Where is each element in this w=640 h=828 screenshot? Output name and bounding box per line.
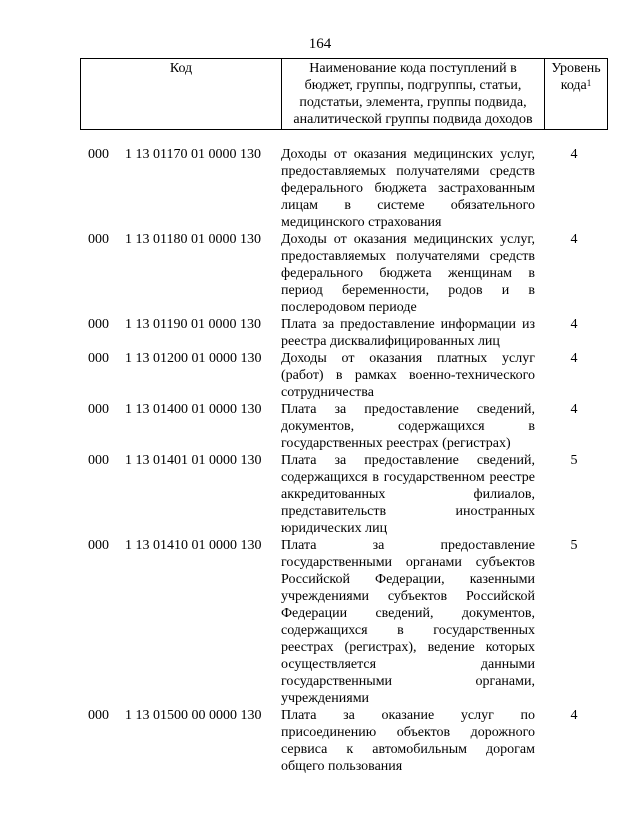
header-level [545, 59, 608, 130]
table-row [0, 452, 640, 537]
table-header [80, 58, 608, 130]
row-code: 1 13 01180 01 0000 130 [125, 232, 261, 247]
row-level: 4 [570, 402, 578, 417]
row-admin-code: 000 [88, 402, 109, 417]
header-code [81, 59, 282, 130]
header-name-label: Наименование кода поступлений в бюджет, группы, подгруппы, статьи, подстатьи, элемента, группы подвида, аналитической группы подвида доходов [293, 61, 533, 127]
row-admin-code: 000 [88, 453, 109, 468]
header-level-footnote: 1 [586, 78, 592, 88]
table-row [0, 401, 640, 452]
header-level-label: Уровень кода [551, 61, 601, 93]
header-name [282, 59, 545, 130]
row-level: 4 [570, 147, 578, 162]
row-code: 1 13 01200 01 0000 130 [125, 351, 262, 366]
row-admin-code: 000 [88, 351, 109, 366]
row-level: 4 [570, 708, 578, 723]
row-level: 4 [570, 351, 578, 366]
table-row [0, 350, 640, 401]
row-code: 1 13 01170 01 0000 130 [125, 147, 261, 162]
row-admin-code: 000 [88, 147, 109, 162]
table-row [0, 316, 640, 350]
header-code-label: Код [169, 61, 193, 76]
row-admin-code: 000 [88, 538, 109, 553]
row-code: 1 13 01401 01 0000 130 [125, 453, 262, 468]
row-name: Доходы от оказания платных услуг (работ) в рамках военно-технического сотрудничества [281, 351, 535, 400]
row-name: Плата за предоставление информации из реестра дисквалифицированных лиц [281, 317, 535, 349]
row-admin-code: 000 [88, 317, 109, 332]
row-admin-code: 000 [88, 232, 109, 247]
row-level: 4 [570, 317, 578, 332]
row-name: Доходы от оказания медицинских услуг, предоставляемых получателями средств федерального бюджета застрахованным лицам в системе обязательного медицинского страхования [281, 147, 535, 230]
row-level: 4 [570, 232, 578, 247]
row-level: 5 [570, 538, 578, 553]
row-name: Доходы от оказания медицинских услуг, предоставляемых получателями средств федерального бюджета женщинам в период беременности, родов и в послеродовом периоде [281, 232, 535, 315]
table-row [0, 146, 640, 231]
table-row [0, 231, 640, 316]
page-number: 164 [308, 36, 332, 52]
table-row [0, 537, 640, 707]
row-name: Плата за оказание услуг по присоединению объектов дорожного сервиса к автомобильным дорогам общего пользования [281, 708, 535, 774]
row-admin-code: 000 [88, 708, 109, 723]
row-code: 1 13 01500 00 0000 130 [125, 708, 262, 723]
row-code: 1 13 01400 01 0000 130 [125, 402, 262, 417]
row-code: 1 13 01410 01 0000 130 [125, 538, 262, 553]
row-name: Плата за предоставление государственными органами субъектов Российской Федерации, казенными учреждениями субъектов Российской Федерации сведений, документов, содержащихся в государственных реестрах (регистрах), ведение которых осуществляется данными государственными органами, учреждениями [281, 538, 535, 706]
row-level: 5 [570, 453, 578, 468]
row-name: Плата за предоставление сведений, документов, содержащихся в государственных реестрах (регистрах) [281, 402, 535, 451]
table-row [0, 707, 640, 775]
table-body [0, 146, 640, 775]
row-code: 1 13 01190 01 0000 130 [125, 317, 261, 332]
row-name: Плата за предоставление сведений, содержащихся в государственном реестре аккредитованных филиалов, представительств иностранных юридических лиц [281, 453, 535, 536]
